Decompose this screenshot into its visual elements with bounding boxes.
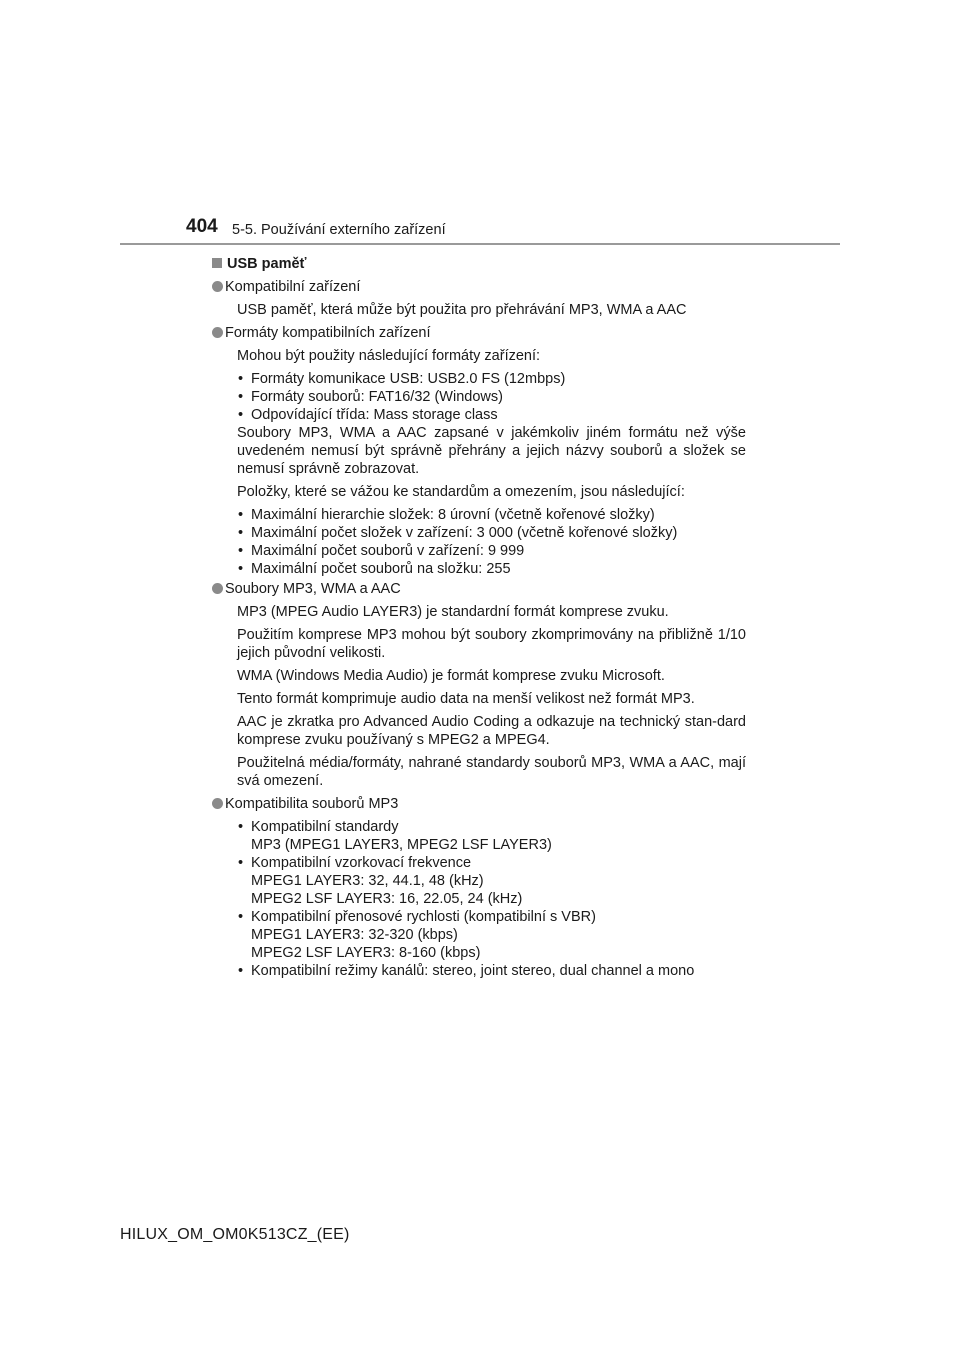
paragraph: Použitelná média/formáty, nahrané standardy souborů MP3, WMA a AAC, mají svá omezení. xyxy=(237,755,746,789)
paragraph: AAC je zkratka pro Advanced Audio Coding a odkazuje na technický stan-dard komprese zvuku používaný s MPEG2 a MPEG4. xyxy=(237,714,746,748)
list-item: • Kompatibilní vzorkovací frekvence MPEG1 LAYER3: 32, 44.1, 48 (kHz) MPEG2 LSF LAYER3: 16, 22.05, 24 (kHz) xyxy=(237,854,746,908)
list-item: • Maximální počet složek v zařízení: 3 000 (včetně kořenové složky) xyxy=(238,525,678,541)
item-heading xyxy=(212,795,746,813)
item-heading xyxy=(212,278,746,296)
page-content xyxy=(212,255,746,985)
section-title: USB paměť xyxy=(227,256,307,272)
list-item: • Kompatibilní režimy kanálů: stereo, joint stereo, dual channel a mono xyxy=(238,963,695,979)
paragraph: USB paměť, která může být použita pro přehrávání MP3, WMA a AAC xyxy=(237,302,687,318)
list-subitem: MPEG2 LSF LAYER3: 16, 22.05, 24 (kHz) xyxy=(251,891,523,907)
footer-code: HILUX_OM_OM0K513CZ_(EE) xyxy=(120,1226,350,1243)
circle-bullet-icon xyxy=(212,583,223,594)
circle-bullet-icon xyxy=(212,281,223,292)
paragraph: WMA (Windows Media Audio) je formát komprese zvuku Microsoft. xyxy=(237,668,665,684)
item-heading xyxy=(212,324,746,342)
paragraph: Soubory MP3, WMA a AAC zapsané v jakémkoliv jiném formátu než výše uvedeném nemusí být správně přehrány a jejich názvy souborů a složek se nemusí správně zobrazovat. xyxy=(237,425,746,477)
list-subitem: MPEG1 LAYER3: 32, 44.1, 48 (kHz) xyxy=(251,873,484,889)
item-heading xyxy=(212,580,746,598)
paragraph: Použitím komprese MP3 mohou být soubory zkomprimovány na přibližně 1/10 jejich původní velikosti. xyxy=(237,627,746,661)
item-label: Kompatibilní zařízení xyxy=(225,279,361,295)
list-item: • Kompatibilní přenosové rychlosti (kompatibilní s VBR) MPEG1 LAYER3: 32-320 (kbps) MPEG2 LSF LAYER3: 8-160 (kbps) xyxy=(237,908,746,962)
circle-bullet-icon xyxy=(212,798,223,809)
list-item: • Maximální počet souborů v zařízení: 9 999 xyxy=(238,543,525,559)
section-heading xyxy=(212,255,746,273)
page-number: 404 xyxy=(186,216,218,237)
header-rule xyxy=(120,243,840,245)
bullet-list xyxy=(212,506,746,578)
list-item: • Maximální hierarchie složek: 8 úrovní (včetně kořenové složky) xyxy=(238,507,655,523)
paragraph: MP3 (MPEG Audio LAYER3) je standardní formát komprese zvuku. xyxy=(237,604,669,620)
list-subitem: MPEG2 LSF LAYER3: 8-160 (kbps) xyxy=(251,945,481,961)
list-item: • Formáty souborů: FAT16/32 (Windows) xyxy=(238,389,503,405)
list-item: • Kompatibilní standardy MP3 (MPEG1 LAYER3, MPEG2 LSF LAYER3) xyxy=(237,818,746,854)
bullet-list xyxy=(212,818,746,980)
list-item: • Maximální počet souborů na složku: 255 xyxy=(238,561,511,577)
list-subitem: MPEG1 LAYER3: 32-320 (kbps) xyxy=(251,927,458,943)
chapter-title: 5-5. Používání externího zařízení xyxy=(232,222,446,238)
item-label: Formáty kompatibilních zařízení xyxy=(225,325,431,341)
paragraph: Tento formát komprimuje audio data na menší velikost než formát MP3. xyxy=(237,691,695,707)
list-subitem: MP3 (MPEG1 LAYER3, MPEG2 LSF LAYER3) xyxy=(251,837,552,853)
list-item: • Formáty komunikace USB: USB2.0 FS (12mbps) xyxy=(238,371,566,387)
paragraph: Položky, které se vážou ke standardům a omezením, jsou následující: xyxy=(237,484,685,500)
bullet-list xyxy=(212,370,746,424)
paragraph: Mohou být použity následující formáty zařízení: xyxy=(237,348,541,364)
item-label: Soubory MP3, WMA a AAC xyxy=(225,581,401,597)
square-bullet-icon xyxy=(212,258,222,268)
circle-bullet-icon xyxy=(212,327,223,338)
item-label: Kompatibilita souborů MP3 xyxy=(225,796,399,812)
list-item: • Odpovídající třída: Mass storage class xyxy=(238,407,498,423)
